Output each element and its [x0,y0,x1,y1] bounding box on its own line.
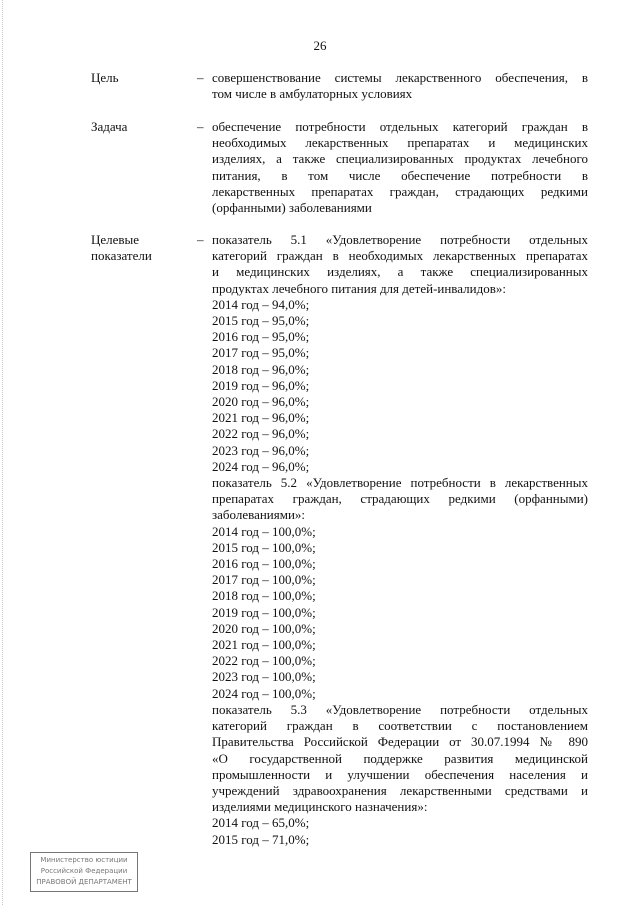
year-value: 2014 год – 100,0%; [212,523,316,539]
year-value: 2021 год – 100,0%; [212,637,316,653]
indicator-5-1-line: продуктах лечебного питания для детей-инвалидов»: [212,280,506,296]
task-line: лекарственных препаратах граждан, страдающих редкими [212,183,588,199]
indicator-5-3-line: промышленности и улучшении обеспечения населения и [212,766,588,782]
year-value: 2016 год – 95,0%; [212,329,310,345]
year-value: 2015 год – 71,0%; [212,831,310,847]
year-value: 2019 год – 96,0%; [212,377,310,393]
indicator-5-3-line: учреждений здравоохранения лекарственными средствами и [212,782,588,798]
year-value: 2020 год – 100,0%; [212,620,316,636]
page-number: 26 [313,38,327,53]
indicator-5-3-line: показатель 5.3 «Удовлетворение потребности отдельных [212,701,588,717]
indicator-5-1-line: показатель 5.1 «Удовлетворение потребности отдельных [212,232,588,247]
indicators-label-line: показатели [91,248,152,264]
year-value: 2022 год – 100,0%; [212,653,316,669]
indicators-dash: – [197,232,204,247]
goal-line: том числе в амбулаторных условиях [212,86,413,102]
indicator-5-3-line: изделиями медицинского назначения»: [212,799,428,815]
indicator-5-1-line: и медицинских изделиях, а также специализированных [212,264,588,280]
year-value: 2015 год – 100,0%; [212,539,316,555]
registration-stamp [30,852,138,892]
year-value: 2014 год – 94,0%; [212,296,310,312]
indicators-label-line: Целевые [91,232,140,247]
year-value: 2015 год – 95,0%; [212,313,310,329]
indicator-5-2-line: заболеваниями»: [212,507,306,523]
goal-text [212,70,588,102]
goal-label: Цель [91,70,119,85]
task-line: необходимых лекарственных препаратах и медицинских [212,135,588,151]
task-line: питания, в том числе обеспечение потребности в [212,167,588,183]
goal-line: совершенствование системы лекарственного обеспечения, в [212,70,588,85]
year-value: 2018 год – 100,0%; [212,588,316,604]
indicator-5-3-line: Правительства Российской Федерации от 30.07.1994 № 890 [212,734,588,750]
task-line: изделиях, а также специализированных продуктах лечебного [212,151,588,167]
scan-edge-marks [2,0,9,905]
stamp-line: Российской Федерации [40,867,128,875]
year-value: 2016 год – 100,0%; [212,556,316,572]
stamp-line: ПРАВОВОЙ ДЕПАРТАМЕНТ [36,878,132,886]
indicators-label [91,232,196,264]
year-value: 2017 год – 100,0%; [212,572,316,588]
stamp-line: Министерство юстиции [40,856,128,864]
year-value: 2023 год – 100,0%; [212,669,316,685]
year-value: 2017 год – 95,0%; [212,345,310,361]
indicators-text [212,232,588,848]
year-value: 2019 год – 100,0%; [212,604,316,620]
task-text [212,119,588,216]
year-value: 2021 год – 96,0%; [212,410,310,426]
task-dash: – [197,119,204,134]
year-value: 2024 год – 96,0%; [212,458,310,474]
indicator-5-1-line: категорий граждан в необходимых лекарственных препаратах [212,248,588,264]
indicator-5-3-line: категорий граждан в соответствии с постановлением [212,718,588,734]
indicator-5-3-line: «О государственной поддержке развития медицинской [212,750,588,766]
year-value: 2024 год – 100,0%; [212,685,316,701]
indicator-5-2-line: показатель 5.2 «Удовлетворение потребности в лекарственных [212,475,588,491]
year-value: 2022 год – 96,0%; [212,426,310,442]
indicator-5-2-line: препаратах граждан, страдающих редкими (орфанными) [212,491,588,507]
goal-dash: – [197,70,204,85]
year-value: 2020 год – 96,0%; [212,394,310,410]
year-value: 2018 год – 96,0%; [212,361,310,377]
year-value: 2014 год – 65,0%; [212,815,310,831]
task-line: (орфанными) заболеваниями [212,200,372,216]
year-value: 2023 год – 96,0%; [212,442,310,458]
task-label: Задача [91,119,128,134]
task-line: обеспечение потребности отдельных категорий граждан в [212,119,588,134]
